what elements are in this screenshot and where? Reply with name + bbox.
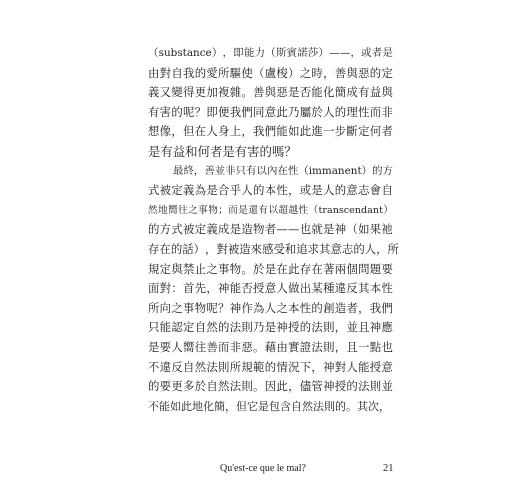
page-number: 21 <box>383 463 394 474</box>
text-line: 式 被 定 義 為 是 合 乎 人 的 本 性 ， 或 是 人 的 意 志 會 自 <box>148 183 393 198</box>
text-line: 只 能 認 定 自 然 的 法 則 乃 是 神 授 的 法 則 ， 並 且 神 應 <box>148 320 393 335</box>
text-line: 的 要 更 多 於 自 然 法 則 。 因 此 ， 儘 管 神 授 的 法 則 並 <box>148 379 393 394</box>
text-line: 是有益和何者是有害的嗎？ <box>148 143 297 159</box>
text-line: 的 方 式 被 定 義 成 是 造 物 者 — — 也 就 是 神 （ 如 果 祂 <box>148 222 393 237</box>
text-line: 規 定 與 禁 止 之 事 物 。 於 是 在 此 存 在 著 兩 個 問 題 要 <box>148 261 393 276</box>
text-line: 面 對 ： 首 先 ， 神 能 否 授 意 人 做 出 某 種 違 反 其 本 性 <box>148 281 393 296</box>
body-text <box>148 44 399 416</box>
text-line: 所 向 之 事 物 呢 ？ 神 作 為 人 之 本 性 的 創 造 者 ， 我 們 <box>148 300 393 315</box>
text-line: 不能如此地化簡，但它是包含自然法則的。其次， <box>148 399 390 413</box>
text-line: 最 終 ， 善 並 非 只 有 以 內 在 性 （ immanent ） 的 方 <box>173 164 393 177</box>
paragraph <box>148 44 393 162</box>
text-line: 由 對 自 我 的 愛 所 驅 使 （ 盧 梭 ） 之 時 ， 善 與 惡 的 定 <box>148 65 393 80</box>
text-line: 義 又 變 得 更 加 複 雜 。 善 與 惡 是 否 能 化 簡 成 有 益 與 <box>148 85 393 100</box>
text-line: 存 在 的 話 ） ， 對 被 造 來 感 受 和 追 求 其 意 志 的 人 ， 所 <box>148 241 399 256</box>
text-line: 有 害 的 呢 ？ 即 便 我 們 同 意 此 乃 屬 於 人 的 理 性 而 非 <box>148 104 393 119</box>
page-footer <box>0 463 520 479</box>
text-line: 不 違 反 自 然 法 則 所 規 範 的 情 況 下 ， 神 對 人 能 授 意 <box>148 359 393 374</box>
text-line: （ substance ） ， 即 能 力 （ 斯 賓 諾 莎 ） — — ， 或 者 是 <box>148 47 393 59</box>
text-line: 然 地 嚮 往 之 事 物 ； 而 是 還 有 以 超 越 性 （ transcendant ） <box>148 204 393 216</box>
text-line: 是 要 人 嚮 往 善 而 非 惡 。 藉 由 實 證 法 則 ， 且 一 點 也 <box>148 339 393 354</box>
paragraph <box>148 162 399 417</box>
text-line: 想 像 ， 但 在 人 身 上 ， 我 們 能 如 此 進 一 步 斷 定 何 者 <box>148 124 393 139</box>
running-title: Qu'est-ce que le mal? <box>220 463 306 474</box>
